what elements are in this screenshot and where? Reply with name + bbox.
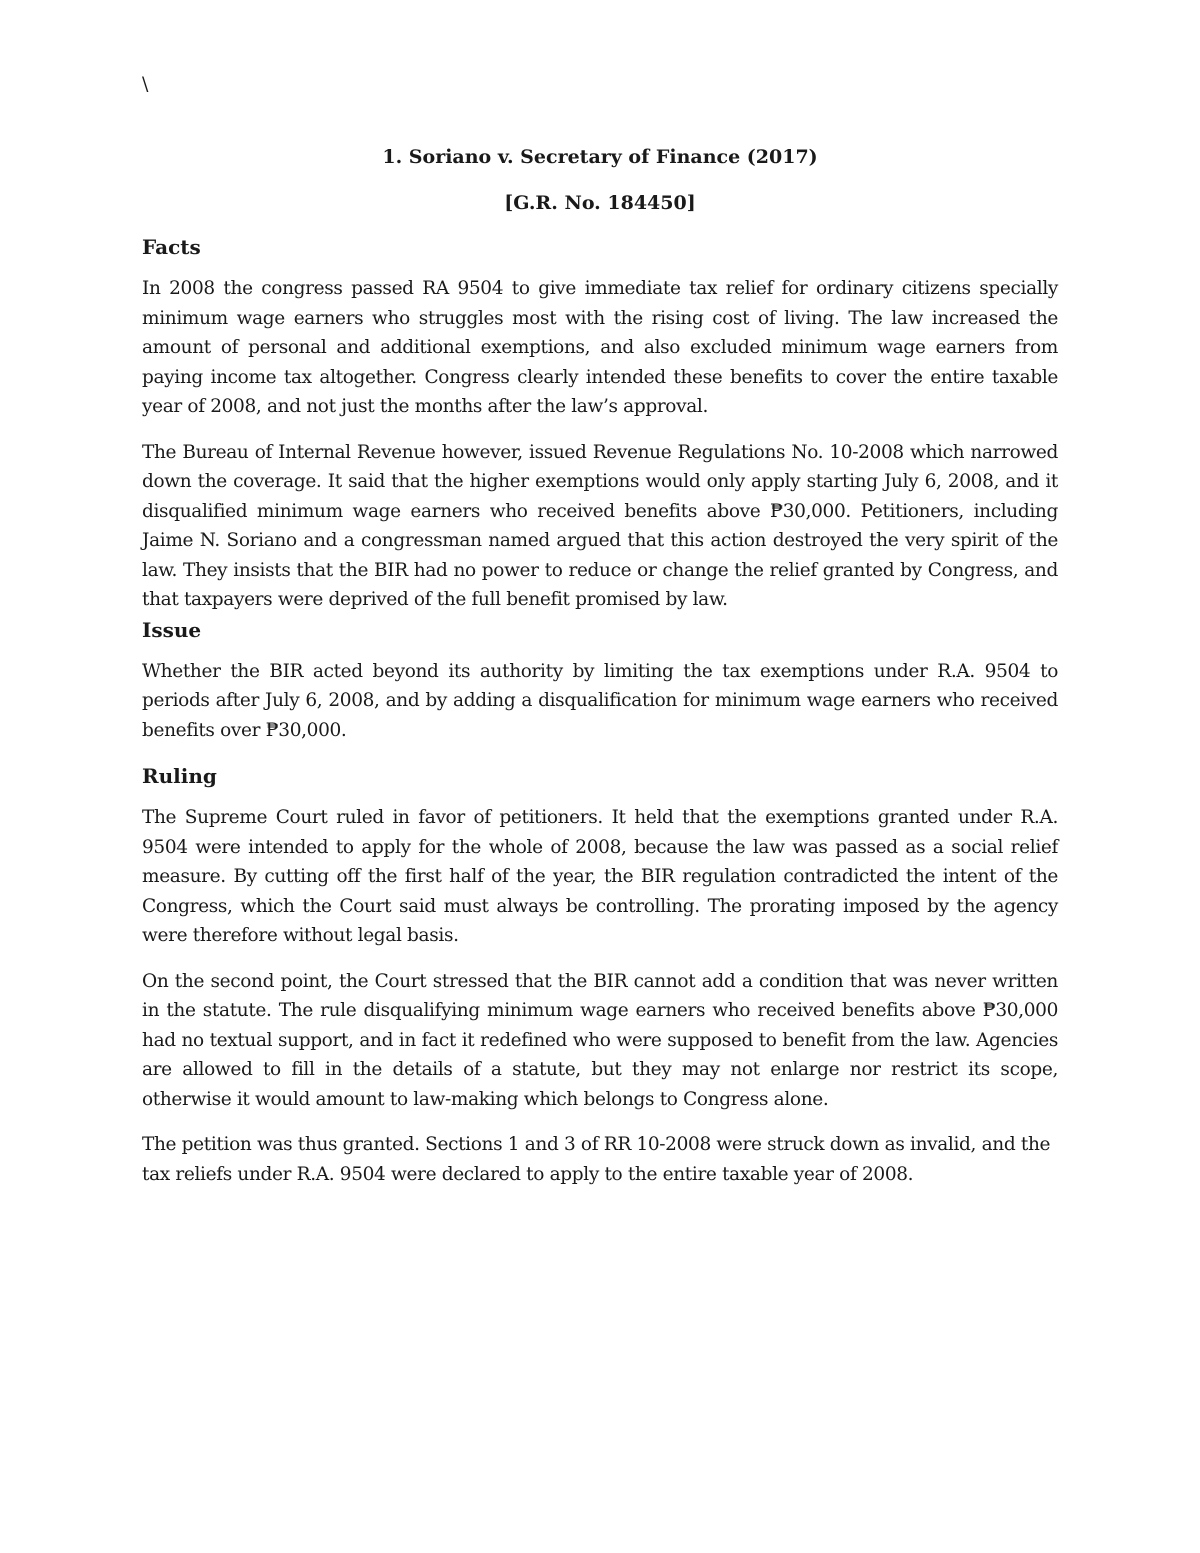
case-title: 1. Soriano v. Secretary of Finance (2017) — [382, 146, 818, 168]
facts-paragraph-2: The Bureau of Internal Revenue however, issued Revenue Regulations No. 10-2008 which narrowed down the coverage. It said that the higher exemptions would only apply starting July 6, 2008, and it disqualified minimum wage earners who received benefits above ₱30,000. Petitioners, including Jaime N. Soriano and a congressman named argued that this action destroyed the very spirit of the law. They insists that the BIR had no power to reduce or change the relief granted by Congress, and that taxpayers were deprived of the full benefit promised by law. — [142, 441, 1058, 610]
ruling-paragraph-2: On the second point, the Court stressed that the BIR cannot add a condition that was never written in the statute. The rule disqualifying minimum wage earners who received benefits above ₱30,000 had no textual support, and in fact it redefined who were supposed to benefit from the law. Agencies are allowed to fill in the details of a statute, but they may not enlarge nor restrict its scope, otherwise it would amount to law-making which belongs to Congress alone. — [142, 970, 1058, 1110]
case-digest — [142, 142, 1058, 1205]
ruling-paragraph-1: The Supreme Court ruled in favor of petitioners. It held that the exemptions granted under R.A. 9504 were intended to apply for the whole of 2008, because the law was passed as a social relief measure. By cutting off the first half of the year, the BIR regulation contradicted the intent of the Congress, which the Court said must always be controlling. The prorating imposed by the agency were therefore without legal basis. — [142, 807, 1058, 946]
issue-paragraph-1: Whether the BIR acted beyond its authority by limiting the tax exemptions under R.A. 9504 to periods after July 6, 2008, and by adding a disqualification for minimum wage earners who received benefits over ₱30,000. — [142, 660, 1058, 741]
facts-heading: Facts — [142, 235, 201, 259]
stray-backslash: \ — [142, 73, 149, 95]
facts-paragraph-1: In 2008 the congress passed RA 9504 to give immediate tax relief for ordinary citizens specially minimum wage earners who struggles most with the rising cost of living. The law increased the amount of personal and additional exemptions, and also excluded minimum wage earners from paying income tax altogether. Congress clearly intended these benefits to cover the entire taxable year of 2008, and not just the months after the law’s approval. — [142, 278, 1058, 417]
ruling-heading: Ruling — [142, 764, 217, 788]
case-docket-number: [G.R. No. 184450] — [504, 192, 696, 214]
issue-heading: Issue — [142, 617, 202, 642]
ruling-paragraph-3: The petition was thus granted. Sections 1 and 3 of RR 10-2008 were struck down as invalid, and the tax reliefs under R.A. 9504 were declared to apply to the entire taxable year of 2008. — [142, 1134, 1051, 1185]
